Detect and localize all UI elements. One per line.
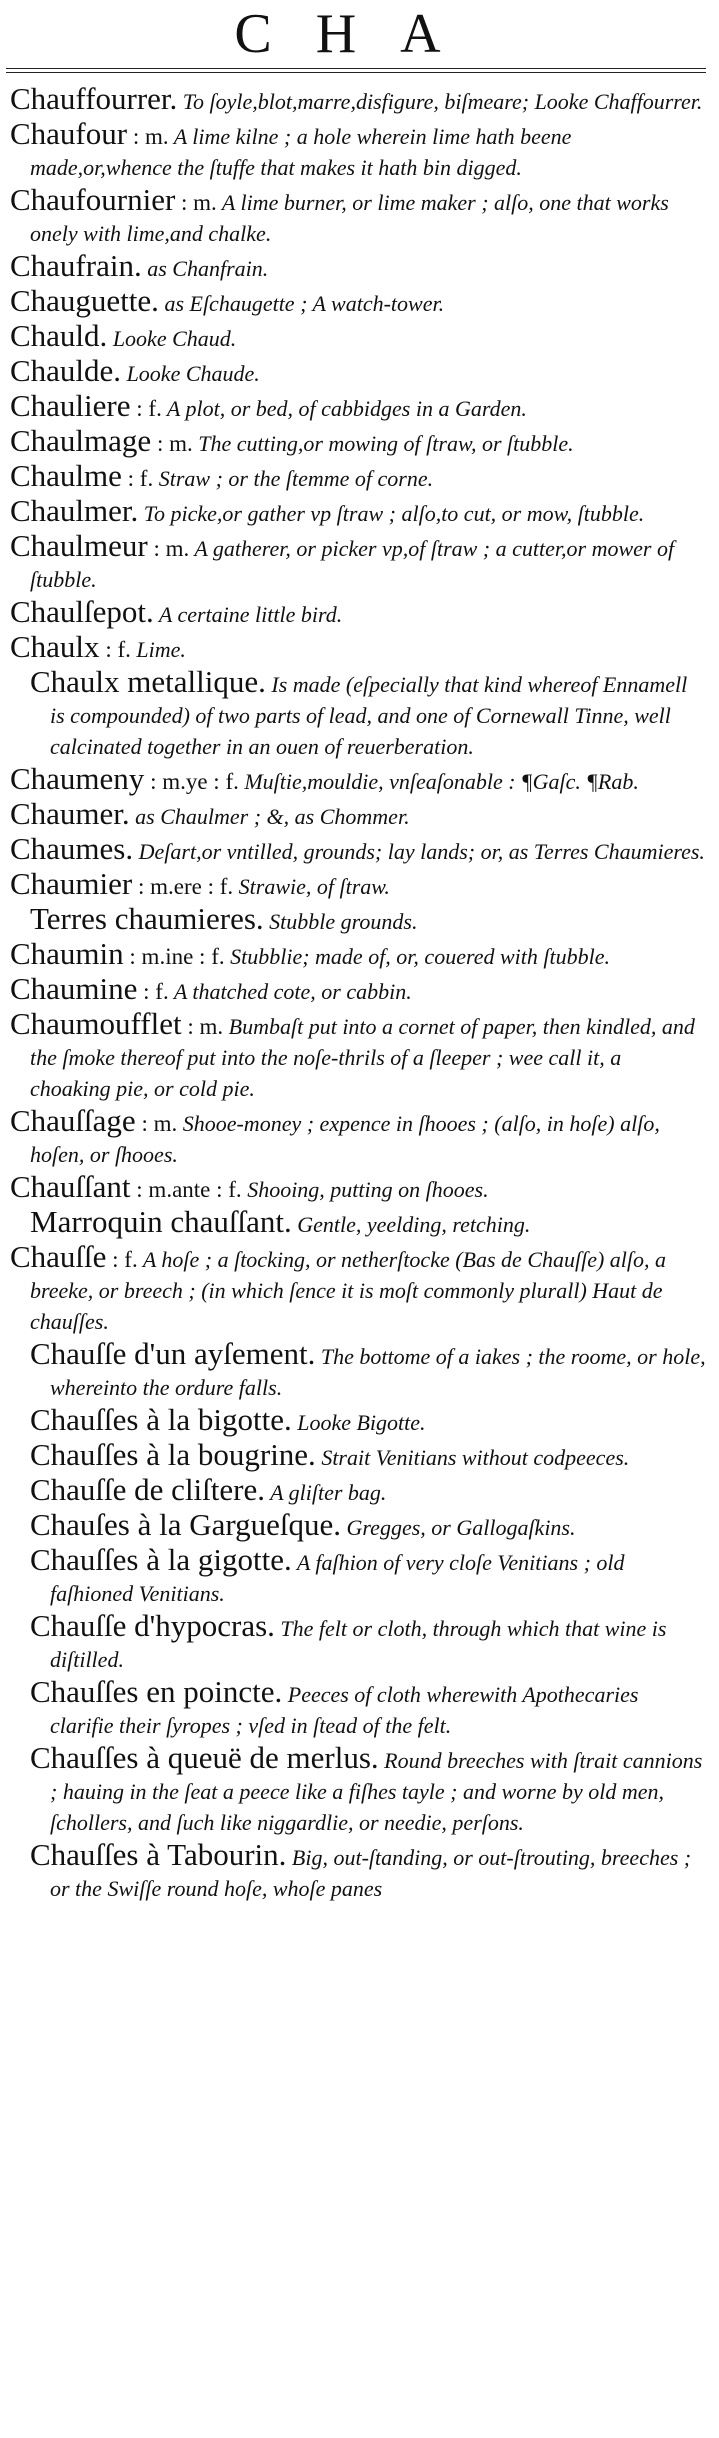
grammar-note: : f. (130, 396, 162, 421)
dictionary-entry (10, 594, 706, 629)
headword: Chaulmage (10, 423, 152, 458)
definition: A gatherer, or picker vp,of ſtraw ; a cutter,or mower of ſtubble. (30, 536, 675, 592)
grammar-note: : m. (181, 1014, 224, 1039)
sub-entry (10, 1507, 706, 1542)
definition: Gentle, yeelding, retching. (291, 1212, 531, 1237)
definition: as Chanfrain. (141, 256, 269, 281)
dictionary-entry (10, 182, 706, 248)
definition: Strait Venitians without codpeeces. (315, 1445, 630, 1470)
headword: Chauſſes à la bougrine. (30, 1437, 316, 1472)
headword: Chauld. (10, 318, 108, 353)
definition: Deſart,or vntilled, grounds; lay lands; or, as Terres Chaumieres. (133, 839, 705, 864)
sub-entry (10, 1402, 706, 1437)
sub-entry (10, 1608, 706, 1674)
headword: Chauſſant (10, 1169, 131, 1204)
headword: Chauſſes à queuë de merlus. (30, 1740, 379, 1775)
dictionary-entry (10, 936, 706, 971)
headword: Chaulmer. (10, 493, 139, 528)
dictionary-entry (10, 831, 706, 866)
definition: Big, out-ſtanding, or out-ſtrouting, breeches ; or the Swiſſe round hoſe, whoſe panes (50, 1845, 692, 1901)
headword: Chaumoufflet (10, 1006, 182, 1041)
headword: Chauguette. (10, 283, 159, 318)
header-rule (6, 68, 706, 69)
grammar-note: : f. (137, 979, 169, 1004)
headword: Chaumine (10, 971, 138, 1006)
definition: as Eſchaugette ; A watch-tower. (158, 291, 445, 316)
sub-entry (10, 1336, 706, 1402)
grammar-note: : f. (106, 1247, 138, 1272)
headword: Chaufrain. (10, 248, 142, 283)
headword: Chauſſes à Tabourin. (30, 1837, 287, 1872)
definition: The felt or cloth, through which that wine is diſtilled. (50, 1616, 667, 1672)
dictionary-entry (10, 458, 706, 493)
dictionary-entry (10, 116, 706, 182)
dictionary-entry (10, 423, 706, 458)
sub-entry (10, 1837, 706, 1903)
grammar-note: : m. (147, 536, 190, 561)
definition: as Chaulmer ; &, as Chommer. (129, 804, 410, 829)
grammar-note: : m. (135, 1111, 178, 1136)
definition: To ſoyle,blot,marre,disfigure, biſmeare; Looke Chaffourrer. (177, 89, 703, 114)
definition: To picke,or gather vp ſtraw ; alſo,to cut, or mow, ſtubble. (138, 501, 645, 526)
dictionary-entry (10, 388, 706, 423)
dictionary-entry (10, 283, 706, 318)
dictionary-entry (10, 318, 706, 353)
definition: Peeces of cloth wherewith Apothecaries clarifie their ſyropes ; vſed in ſtead of the felt. (50, 1682, 639, 1738)
entry-list (10, 81, 706, 1906)
dictionary-entry (10, 1169, 706, 1204)
dictionary-entry (10, 761, 706, 796)
headword: Chauſſes en poincte. (30, 1674, 283, 1709)
definition: Stubble grounds. (263, 909, 418, 934)
sub-entry (10, 901, 706, 936)
headword: Chaumes. (10, 831, 134, 866)
grammar-note: : m. (127, 124, 169, 149)
definition: Looke Chaude. (121, 361, 260, 386)
definition: A lime burner, or lime maker ; alſo, one that works onely with lime,and chalke. (30, 190, 669, 246)
sub-entry (10, 1542, 706, 1608)
dictionary-entry (10, 1239, 706, 1336)
headword: Chaufour (10, 116, 128, 151)
sub-entry (10, 664, 706, 761)
grammar-note: : f. (99, 637, 131, 662)
headword: Chauſſe d'un ayſement. (30, 1336, 316, 1371)
definition: The bottome of a iakes ; the roome, or hole, whereinto the ordure falls. (50, 1344, 706, 1400)
dictionary-entry (10, 866, 706, 901)
dictionary-entry (10, 971, 706, 1006)
sub-entry (10, 1674, 706, 1740)
definition: Strawie, of ſtraw. (233, 874, 390, 899)
dictionary-entry (10, 1006, 706, 1103)
definition: Bumbaſt put into a cornet of paper, then kindled, and the ſmoke thereof put into the noſe-thrils of a ſleeper ; wee call it, a choaking pie, or cold pie. (30, 1014, 695, 1101)
headword: Chaumin (10, 936, 124, 971)
sub-entry (10, 1204, 706, 1239)
headword: Chaulx (10, 629, 100, 664)
definition: Muſtie,mouldie, vnſeaſonable : ¶Gaſc. ¶Rab. (238, 769, 639, 794)
grammar-note: : m.ere : f. (132, 874, 234, 899)
dictionary-entry (10, 629, 706, 664)
headword: Chauſſe (10, 1239, 107, 1274)
sub-entry (10, 1740, 706, 1837)
grammar-note: : m. (151, 431, 193, 456)
headword: Chaulmeur (10, 528, 148, 563)
definition: A thatched cote, or cabbin. (168, 979, 412, 1004)
definition: Is made (eſpecially that kind whereof Ennamell is compounded) of two parts of lead, and one of Cornewall Tinne, well calcinated together in an ouen of reuerberation. (50, 672, 688, 759)
grammar-note: : m.ante : f. (130, 1177, 242, 1202)
headword: Chaulſepot. (10, 594, 154, 629)
headword: Chauliere (10, 388, 131, 423)
definition: Lime. (130, 637, 186, 662)
headword: Chauffourrer. (10, 81, 178, 116)
definition: A gliſter bag. (264, 1480, 387, 1505)
dictionary-entry (10, 248, 706, 283)
definition: Stubblie; made of, or, couered with ſtubble. (224, 944, 610, 969)
headword: Chaulx metallique. (30, 664, 266, 699)
definition: Round breeches with ſtrait cannions ; hauing in the ſeat a peece like a fiſhes tayle ; and worne by old men, ſchollers, and ſuch like niggardlie, or needie, perſons. (50, 1748, 703, 1835)
headword: Chaumeny (10, 761, 145, 796)
dictionary-entry (10, 796, 706, 831)
definition: A hoſe ; a ſtocking, or netherſtocke (Bas de Chauſſe) alſo, a breeke, or breech ; (in which ſence it is moſt commonly plurall) Haut de chauſſes. (30, 1247, 667, 1334)
definition: Gregges, or Gallogaſkins. (341, 1515, 576, 1540)
headword: Chauſes à la Gargueſque. (30, 1507, 342, 1542)
headword: Terres chaumieres. (30, 901, 264, 936)
dictionary-entry (10, 528, 706, 594)
grammar-note: : f. (121, 466, 154, 491)
definition: A lime kilne ; a hole wherein lime hath beene made,or,whence the ſtuffe that makes it hath bin digged. (30, 124, 572, 180)
definition: Shooing, putting on ſhooes. (241, 1177, 489, 1202)
sub-entry (10, 1472, 706, 1507)
headword: Chauſſes à la bigotte. (30, 1402, 292, 1437)
definition: A faſhion of very cloſe Venitians ; old faſhioned Venitians. (50, 1550, 625, 1606)
dictionary-entry (10, 1103, 706, 1169)
dictionary-entry (10, 353, 706, 388)
headword: Marroquin chauſſant. (30, 1204, 292, 1239)
dictionary-entry (10, 81, 706, 116)
definition: Shooe-money ; expence in ſhooes ; (alſo, in hoſe) alſo, hoſen, or ſhooes. (30, 1111, 660, 1167)
header-rule (6, 72, 706, 73)
definition: Looke Bigotte. (291, 1410, 426, 1435)
grammar-note: : m.ye : f. (144, 769, 239, 794)
running-head: CHA (234, 3, 485, 65)
dictionary-entry (10, 493, 706, 528)
headword: Chaufournier (10, 182, 176, 217)
definition: A plot, or bed, of cabbidges in a Garden. (161, 396, 527, 421)
sub-entry (10, 1437, 706, 1472)
definition: Looke Chaud. (107, 326, 237, 351)
headword: Chaumer. (10, 796, 130, 831)
definition: A certaine little bird. (153, 602, 343, 627)
grammar-note: : m.ine : f. (123, 944, 225, 969)
headword: Chaulde. (10, 353, 122, 388)
headword: Chauſſe de cliſtere. (30, 1472, 265, 1507)
headword: Chauſſes à la gigotte. (30, 1542, 292, 1577)
definition: Straw ; or the ſtemme of corne. (153, 466, 434, 491)
definition: The cutting,or mowing of ſtraw, or ſtubble. (192, 431, 574, 456)
headword: Chauſſe d'hypocras. (30, 1608, 275, 1643)
headword: Chauſſage (10, 1103, 136, 1138)
grammar-note: : m. (175, 190, 217, 215)
headword: Chaumier (10, 866, 133, 901)
headword: Chaulme (10, 458, 122, 493)
